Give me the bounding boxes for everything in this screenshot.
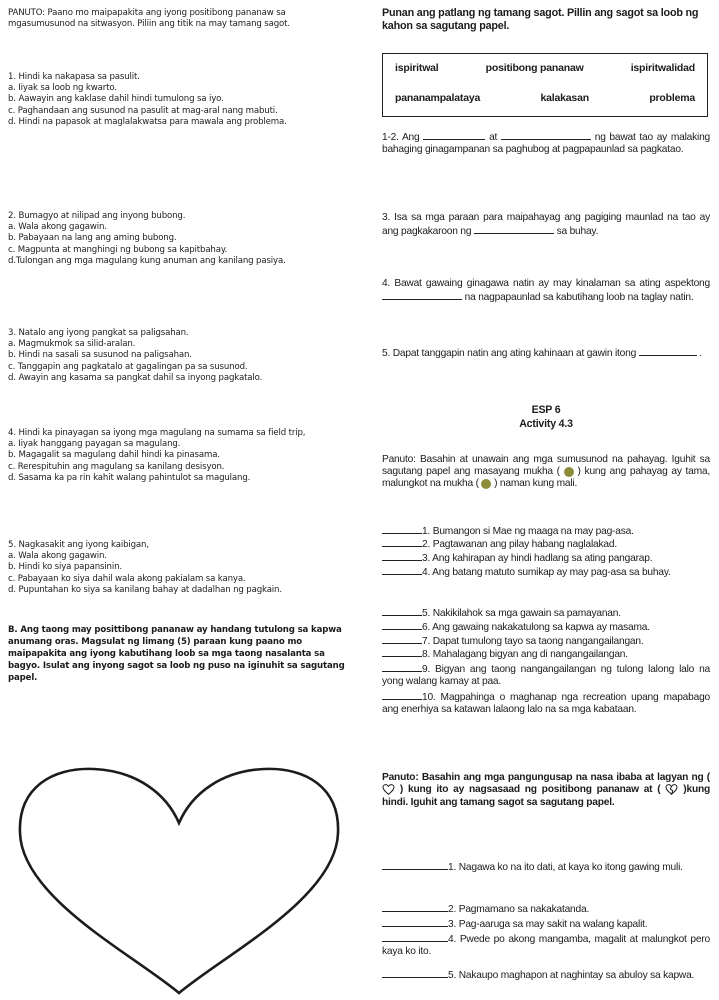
choice: c. Tanggapin ang pagkatalo at gagalingan pa sa susunod. — [8, 361, 248, 372]
choice: b. Hindi na sasali sa susunod na paligsahan. — [8, 350, 192, 361]
choice: d. Awayin ang kasama sa pangkat dahil sa inyong pagkatalo. — [8, 372, 263, 383]
activity-title: Activity 4.3 — [519, 418, 573, 430]
word-bank-item: kalakasan — [540, 92, 589, 104]
answer-blank — [501, 130, 591, 140]
word-bank-item: ispiritwal — [395, 62, 439, 74]
choice: c. Rerespituhin ang magulang sa kanilang desisyon. — [8, 461, 225, 472]
fill-item-1-2 — [382, 130, 710, 156]
list-item: 10. Magpahinga o maghanap nga recreation upang mapabago ang enerhiya sa katawan lalaong lalo na sa mga kabataan. — [382, 692, 710, 716]
choice: d. Pupuntahan ko siya sa kanilang bahay at dadalhan ng pagkain. — [8, 584, 282, 595]
word-bank-box — [382, 53, 708, 117]
question-4 — [8, 428, 348, 484]
instruction-text: ) naman kung mali. — [494, 478, 578, 490]
fill-text: sa buhay. — [556, 226, 599, 238]
list-item: 2. Pagmamano sa nakakatanda. — [382, 902, 710, 916]
fill-item-3 — [382, 212, 710, 238]
list-item: 4. Pwede po akong mangamba, magalit at malungkot pero kaya ko ito. — [382, 934, 710, 958]
choice: d. Sasama ka pa rin kahit walang pahintulot sa magulang. — [8, 472, 251, 483]
word-bank-row — [383, 62, 707, 74]
list-item: 7. Dapat tumulong tayo sa taong nangangailangan. — [382, 634, 710, 648]
happy-face-icon — [564, 467, 574, 477]
list-item: 4. Ang batang matuto sumikap ay may pag-asa sa buhay. — [382, 565, 710, 579]
choice: a. Wala akong gagawin. — [8, 551, 107, 562]
fill-text: 1-2. Ang — [382, 132, 420, 143]
list-item: 1. Nagawa ko na ito dati, at kaya ko itong gawing muli. — [382, 860, 710, 874]
fill-text: 3. Isa sa mga paraan para maipahayag ang pagiging maunlad na tao ay ang pagkakaroon ng — [382, 212, 710, 238]
question-text: 5. Nagkasakit ang iyong kaibigan, — [8, 540, 149, 550]
choice: b. Magagalit sa magulang dahil hindi ka pinasama. — [8, 450, 220, 461]
list-item: 5. Nakikilahok sa mga gawain sa pamayanan. — [382, 606, 710, 620]
question-2 — [8, 211, 348, 267]
instruction-text: )kung hindi. Iguhit ang tamang sagot sa sagutang papel. — [382, 784, 711, 808]
question-1 — [8, 72, 348, 128]
question-5 — [8, 540, 348, 596]
question-text: 2. Bumagyo at nilipad ang inyong bubong. — [8, 211, 186, 221]
fill-text: 4. Bawat gawaing ginagawa natin ay may kinalaman sa ating aspektong — [382, 278, 710, 289]
answer-blank — [423, 130, 485, 140]
fill-text: na nagpapaunlad sa kabutihang loob na taglay natin. — [464, 292, 694, 304]
word-bank-row — [383, 92, 707, 104]
list-item: 2. Pagtawanan ang pilay habang naglalakad. — [382, 537, 710, 551]
left-instructions: PANUTO: Paano mo maipapakita ang iyong positibong pananaw sa mgasumusunod na sitwasyon. Piliin ang titik na may tamang sagot. — [8, 8, 290, 30]
sad-face-icon — [481, 479, 491, 489]
activity-instructions-1 — [382, 454, 710, 491]
fill-text: 5. Dapat tanggapin natin ang ating kahinaan at gawin itong — [382, 348, 637, 359]
fill-text: ng bawat tao ay malaking bahaging ginagampanan sa paghubog at pagpapaunlad sa pagkatao. — [382, 132, 711, 156]
choice: d. Hindi na papasok at maglalakwatsa para mawala ang problema. — [8, 116, 287, 127]
answer-blank — [639, 346, 697, 356]
word-bank-item: problema — [649, 92, 695, 104]
choice: c. Pabayaan ko siya dahil wala akong pakialam sa kanya. — [8, 573, 246, 584]
word-bank-item: positibong pananaw — [485, 62, 584, 74]
choice: c. Magpunta at manghingi ng bubong sa kapitbahay. — [8, 244, 228, 255]
answer-blank — [474, 224, 554, 234]
choice: b. Aawayin ang kaklase dahil hindi tumulong sa iyo. — [8, 94, 224, 105]
choice: a. Wala akong gagawin. — [8, 222, 107, 233]
word-bank-item: ispiritwalidad — [630, 62, 695, 74]
list-item: 3. Ang kahirapan ay hindi hadlang sa ating pangarap. — [382, 551, 710, 565]
word-bank-item: pananampalataya — [395, 92, 481, 104]
fill-item-4 — [382, 278, 710, 304]
choice: b. Hindi ko siya papansinin. — [8, 562, 122, 573]
answer-blank — [382, 290, 462, 300]
question-text: 1. Hindi ka nakapasa sa pasulit. — [8, 72, 140, 82]
list-item: 6. Ang gawaing nakakatulong sa kapwa ay masama. — [382, 620, 710, 634]
broken-heart-icon — [665, 784, 678, 795]
heart-outline-drawing — [14, 763, 344, 998]
list-item: 9. Bigyan ang taong nangangailangan ng tulong lalong lalo na yong walang kamay at paa. — [382, 664, 710, 688]
list-item: 1. Bumangon si Mae ng maaga na may pag-asa. — [382, 524, 710, 538]
right-instructions: Punan ang patlang ng tamang sagot. Pillin ang sagot sa loob ng kahon sa sagutang papel. — [382, 7, 699, 32]
instruction-text: Panuto: Basahin ang mga pangungusap na nasa ibaba at lagyan ng ( — [382, 772, 710, 783]
choice: d.Tulongan ang mga magulang kung anuman ang kanilang pasiya. — [8, 255, 286, 266]
choice: b. Pabayaan na lang ang aming bubong. — [8, 233, 177, 244]
list-item: 5. Nakaupo maghapon at naghintay sa abuloy sa kapwa. — [382, 968, 710, 982]
section-b-instructions: B. Ang taong may posittibong pananaw ay handang tutulong sa kapwa anumang oras. Magsulat ng limang (5) paraan kung paano mo maipapakita ang iyong kabutihang loob sa mga taong nasalanta sa bagyo. Isulat ang inyong sagot sa loob ng puso na iginuhit sa sagutang papel. — [8, 625, 345, 683]
choice: c. Paghandaan ang susunod na pasulit at mag-aral nang mabuti. — [8, 105, 278, 116]
choice: a. Iiyak sa loob ng kwarto. — [8, 83, 117, 94]
question-text: 4. Hindi ka pinayagan sa iyong mga magulang na sumama sa field trip, — [8, 428, 306, 438]
fill-text: . — [699, 348, 702, 359]
list-item: 8. Mahalagang bigyan ang di nangangailangan. — [382, 647, 710, 661]
subject-title: ESP 6 — [531, 404, 561, 416]
activity-instructions-2 — [382, 772, 710, 809]
choice: a. Magmukmok sa silid-aralan. — [8, 339, 136, 350]
instruction-text: Panuto: Basahin at unawain ang mga sumusunod na pahayag. Iguhit sa sagutang papel ang masayang mukha ( — [382, 454, 710, 478]
instruction-text: ) kung ang pahayag ay tama, malungkot na mukha ( — [382, 466, 711, 490]
question-text: 3. Natalo ang iyong pangkat sa paligsahan. — [8, 328, 189, 338]
fill-item-5 — [382, 346, 710, 360]
list-item: 3. Pag-aaruga sa may sakit na walang kapalit. — [382, 917, 710, 931]
fill-text: at — [489, 132, 498, 143]
question-3 — [8, 328, 348, 384]
heart-icon — [382, 784, 395, 795]
instruction-text: ) kung ito ay nagsasaad ng positibong pananaw at ( — [399, 784, 661, 796]
choice: a. Iiyak hanggang payagan sa magulang. — [8, 439, 181, 450]
